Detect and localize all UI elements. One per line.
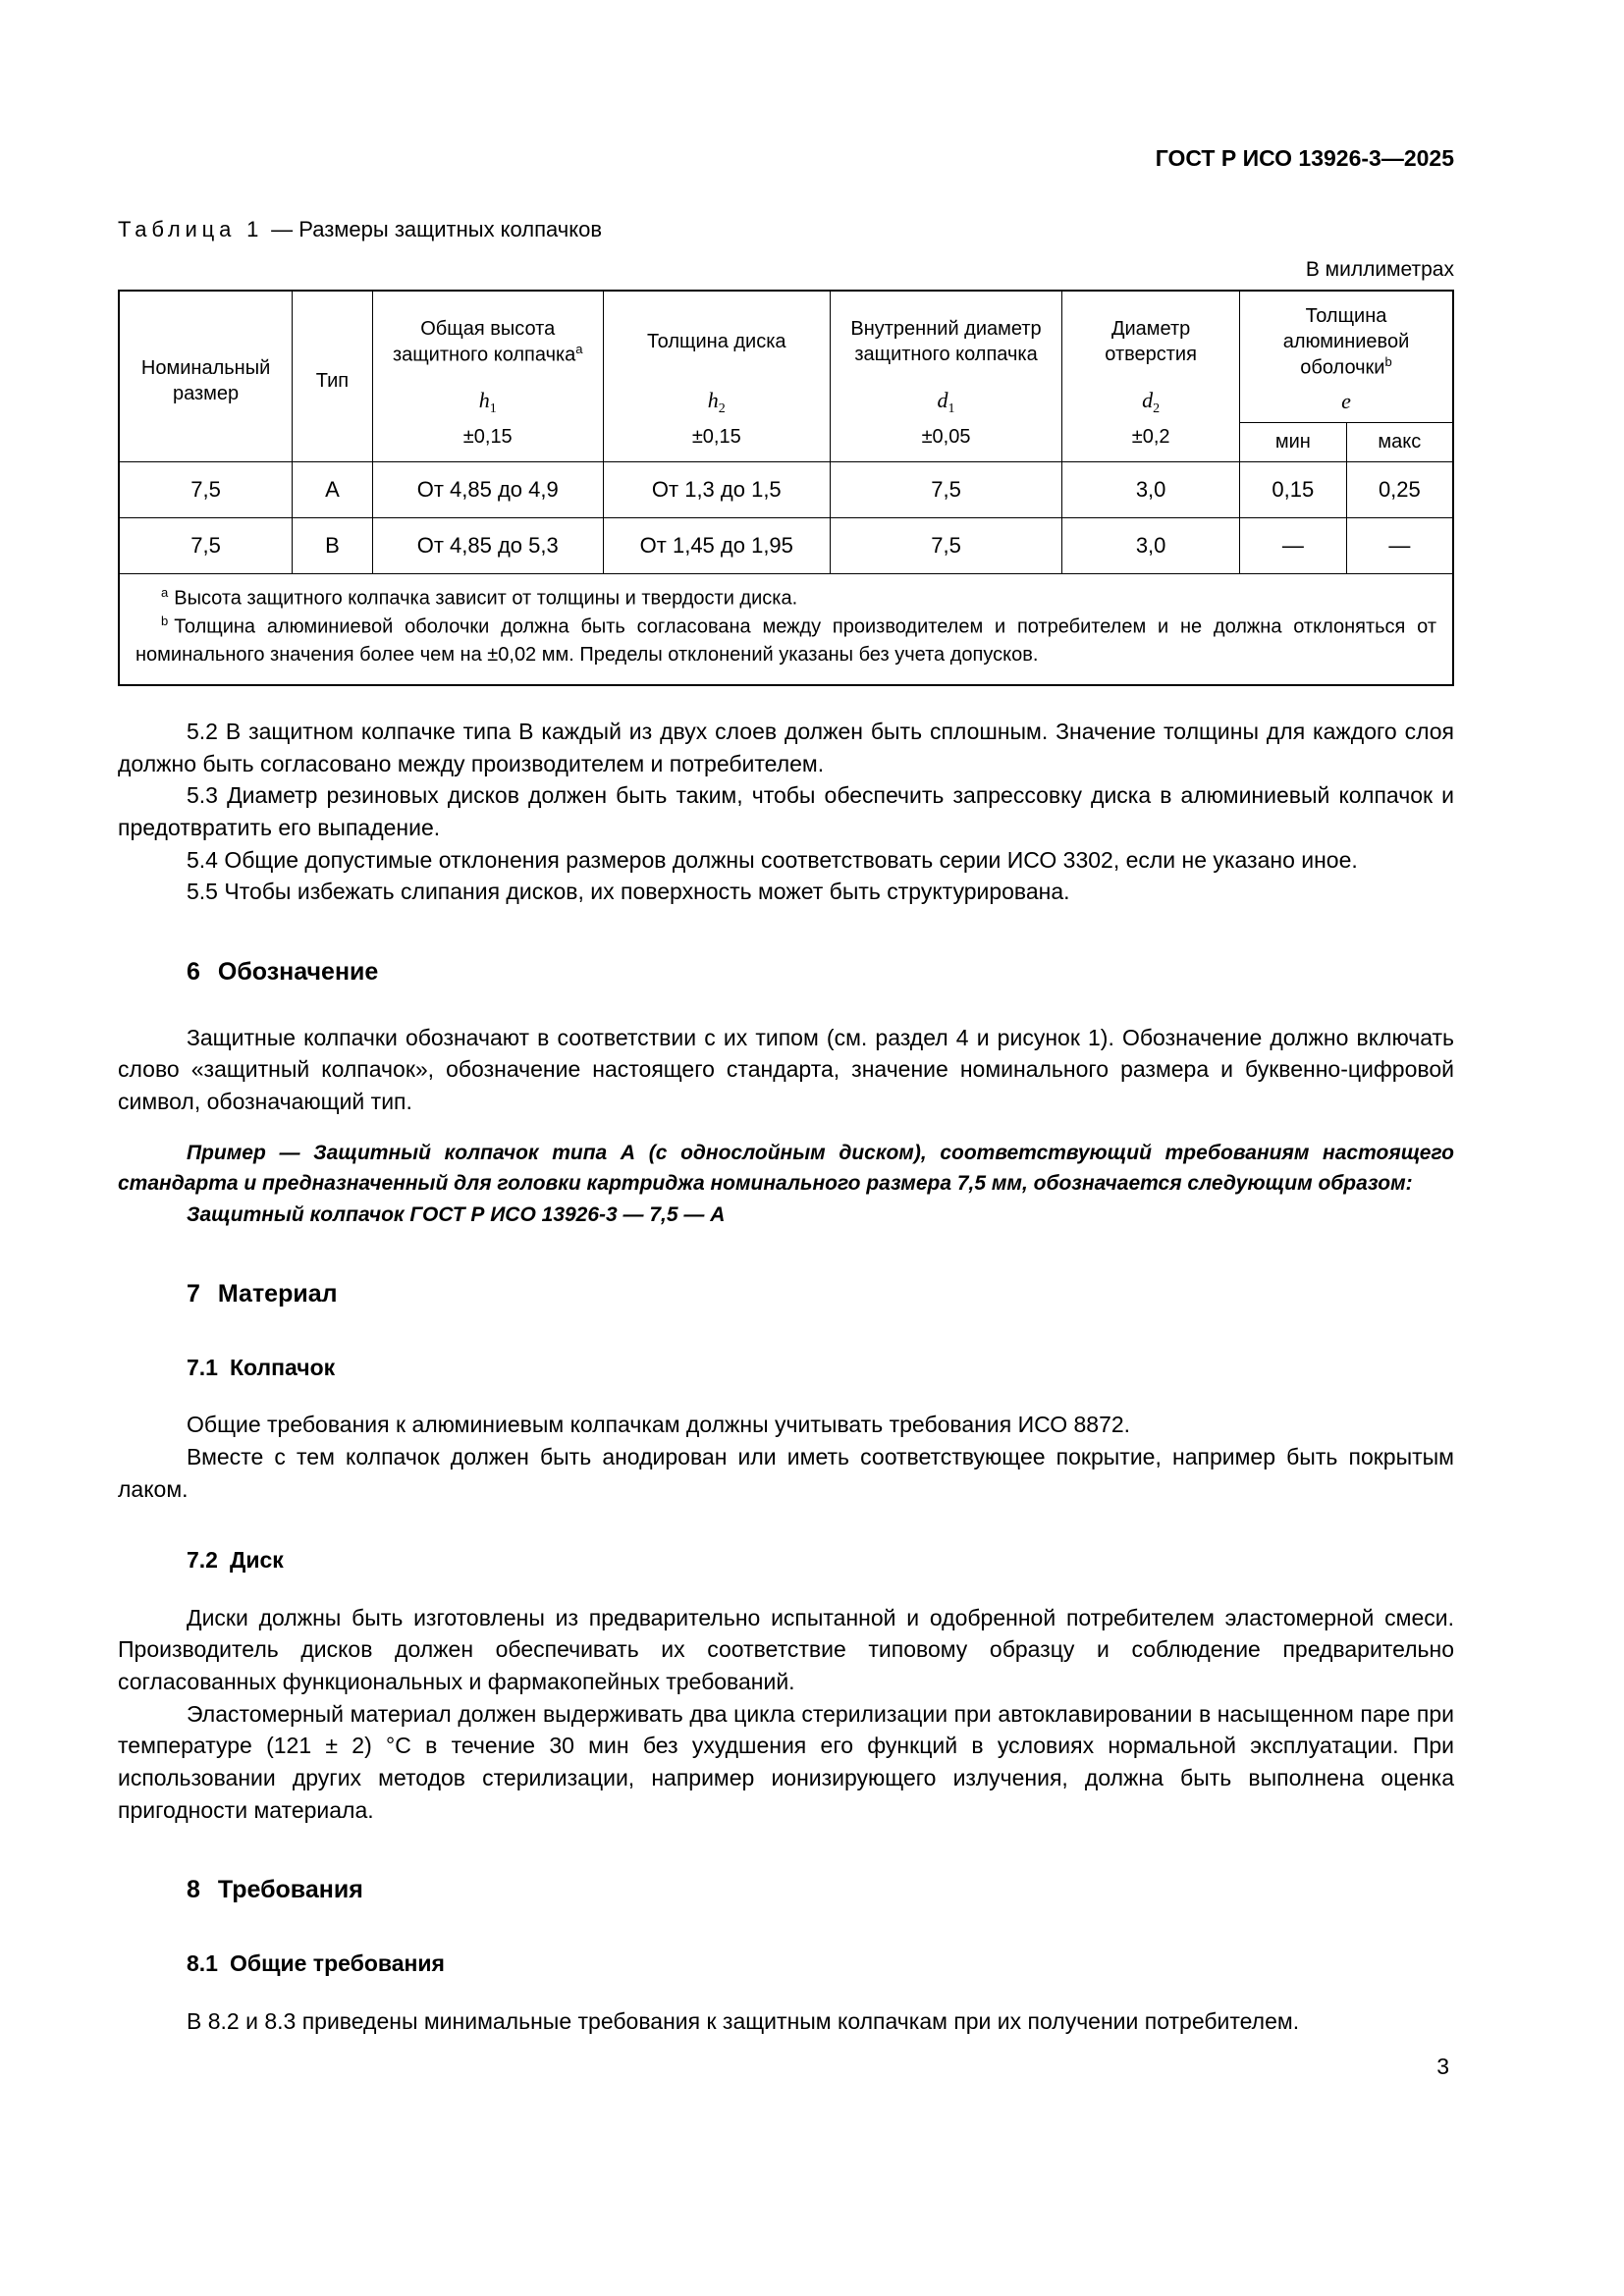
symbol-letter: h <box>478 387 490 412</box>
paragraph-8-1-a: В 8.2 и 8.3 приведены минимальные требования к защитным колпачкам при их получении потребителем. <box>187 2007 1300 2034</box>
cell-inner-dia: 7,5 <box>830 462 1061 518</box>
symbol-letter: h <box>707 387 719 412</box>
tolerance-h2: ±0,15 <box>603 422 830 462</box>
section-7-1-heading <box>187 1352 1454 1384</box>
cell-disc: От 1,3 до 1,5 <box>603 462 830 518</box>
cell-foil-min: 0,15 <box>1239 462 1346 518</box>
section-5 <box>118 716 1454 908</box>
section-7-2-heading <box>187 1544 1454 1576</box>
section-8-heading <box>187 1873 1454 1908</box>
table-cap-dimensions <box>118 290 1454 686</box>
table-caption-text: — Размеры защитных колпачков <box>271 217 603 241</box>
paragraph-7-1-a: Общие требования к алюминиевым колпачкам должны учитывать требования ИСО 8872. <box>187 1412 1131 1438</box>
cell-foil-max: 0,25 <box>1346 462 1453 518</box>
cell-disc: От 1,45 до 1,95 <box>603 518 830 574</box>
cell-hole-dia: 3,0 <box>1062 462 1240 518</box>
col-hole-diameter-header: Диаметр отверстия <box>1062 291 1240 385</box>
symbol-e <box>1239 385 1453 422</box>
tolerance-d2: ±0,2 <box>1062 422 1240 462</box>
heading-text: Обозначение <box>217 958 379 987</box>
paragraph-5-3: 5.3 Диаметр резиновых дисков должен быть таким, чтобы обеспечить запрессовку диска в алюминиевый колпачок и предотвратить его выпадение. <box>118 782 1454 841</box>
paragraph-7-2-b: Эластомерный материал должен выдерживать два цикла стерилизации при автоклавировании в насыщенном паре при температуре (121 ± 2) °С в течение 30 мин без ухудшения его функций в условиях нормальной эксплуатации. При использовании других методов стерилизации, например ионизирующего излучения, должна быть выполнена оценка пригодности материала. <box>118 1700 1454 1823</box>
heading-number: 7.2 <box>187 1547 218 1574</box>
cell-type: А <box>293 462 373 518</box>
cell-height: От 4,85 до 5,3 <box>372 518 603 574</box>
cell-foil-max: — <box>1346 518 1453 574</box>
footnote-marker-b: b <box>161 614 169 629</box>
heading-number: 8.1 <box>187 1949 218 1976</box>
symbol-subscript: 1 <box>489 400 497 416</box>
symbol-d2 <box>1062 385 1240 422</box>
paragraph-5-5: 5.5 Чтобы избежать слипания дисков, их поверхность может быть структурирована. <box>187 879 1070 905</box>
col-type-header: Тип <box>293 291 373 462</box>
footnote-ref-a: a <box>575 342 583 356</box>
footnote-ref-b: b <box>1384 354 1392 369</box>
symbol-subscript: 2 <box>718 400 726 416</box>
table-row-type-a <box>119 462 1453 518</box>
table-header-row-titles <box>119 291 1453 385</box>
footnote-text-b: Толщина алюминиевой оболочки должна быть согласована между производителем и потребителем и не должна отклоняться от номинального значения более чем на ±0,02 мм. Пределы отклонений указаны без учета допусков. <box>135 615 1436 666</box>
symbol-subscript: 2 <box>1153 400 1161 416</box>
heading-text: Требования <box>217 1876 363 1904</box>
doc-code: ГОСТ Р ИСО 13926-3—2025 <box>1155 145 1454 171</box>
symbol-subscript: 1 <box>947 400 955 416</box>
col-disc-thickness-header: Толщина диска <box>603 291 830 385</box>
col-inner-diameter-header: Внутренний диаметр защитного колпачка <box>830 291 1061 385</box>
section-6 <box>118 955 1454 1230</box>
section-7-heading <box>187 1277 1454 1312</box>
section-8 <box>118 1873 1454 2037</box>
col-total-height-header <box>372 291 603 385</box>
heading-number: 7 <box>187 1280 200 1308</box>
footnote-text-a: Высота защитного колпачка зависит от толщины и твердости диска. <box>174 587 798 610</box>
col-foil-thickness-title: Толщина алюминиевой оболочки <box>1282 305 1410 379</box>
page-number: 3 <box>1436 2054 1449 2079</box>
cell-height: От 4,85 до 4,9 <box>372 462 603 518</box>
heading-number: 6 <box>187 958 200 987</box>
section-8-1-heading <box>187 1948 1454 1980</box>
symbol-h2 <box>603 385 830 422</box>
example-designation: Защитный колпачок ГОСТ Р ИСО 13926-3 — 7,5 — А <box>187 1202 726 1226</box>
units-note: В миллиметрах <box>1305 258 1454 281</box>
paragraph-6-1: Защитные колпачки обозначают в соответствии с их типом (см. раздел 4 и рисунок 1). Обозначение должно включать слово «защитный колпачок», обозначение настоящего стандарта, значение номинального размера и буквенно-цифровой символ, обозначающий тип. <box>118 1024 1454 1114</box>
table-row-type-b <box>119 518 1453 574</box>
table-footnotes <box>119 574 1453 686</box>
designation-example <box>118 1138 1454 1231</box>
col-total-height-title: Общая высота защитного колпачка <box>392 318 576 366</box>
paragraph-5-2: 5.2 В защитном колпачке типа В каждый из двух слоев должен быть сплошным. Значение толщины для каждого слоя должно быть согласовано между производителем и потребителем. <box>118 719 1454 776</box>
heading-text: Материал <box>217 1280 338 1308</box>
symbol-letter: d <box>1142 387 1154 412</box>
tolerance-d1: ±0,05 <box>830 422 1061 462</box>
heading-text: Диск <box>229 1547 284 1574</box>
cell-nominal: 7,5 <box>119 518 293 574</box>
cell-hole-dia: 3,0 <box>1062 518 1240 574</box>
heading-number: 7.1 <box>187 1354 218 1380</box>
heading-text: Колпачок <box>229 1354 336 1380</box>
table-caption <box>118 217 1454 242</box>
col-foil-thickness-header <box>1239 291 1453 385</box>
min-label: мин <box>1239 422 1346 462</box>
cell-foil-min: — <box>1239 518 1346 574</box>
footnote-marker-a: a <box>161 585 169 601</box>
table-caption-label: Таблица 1 <box>118 217 264 241</box>
paragraph-7-1-b: Вместе с тем колпачок должен быть анодирован или иметь соответствующее покрытие, например быть покрытым лаком. <box>118 1443 1454 1502</box>
cell-nominal: 7,5 <box>119 462 293 518</box>
symbol-letter: d <box>937 387 948 412</box>
symbol-letter: e <box>1341 389 1351 414</box>
cell-type: В <box>293 518 373 574</box>
table-footnote-a <box>135 584 1436 613</box>
heading-text: Общие требования <box>229 1949 445 1976</box>
tolerance-h1: ±0,15 <box>372 422 603 462</box>
paragraph-5-4: 5.4 Общие допустимые отклонения размеров должны соответствовать серии ИСО 3302, если не указано иное. <box>187 846 1358 873</box>
paragraph-7-2-a: Диски должны быть изготовлены из предварительно испытанной и одобренной потребителем эластомерной смеси. Производитель дисков должен обеспечивать их соответствие типовому образцу и соблюдение предварительно согласованных функциональных и фармакопейных требований. <box>118 1604 1454 1695</box>
symbol-d1 <box>830 385 1061 422</box>
table-footnotes-row <box>119 574 1453 686</box>
col-nominal-size-header: Номинальный размер <box>119 291 293 462</box>
heading-number: 8 <box>187 1876 200 1904</box>
section-7 <box>118 1277 1454 1826</box>
section-6-heading <box>187 955 1454 990</box>
table-footnote-b <box>135 613 1436 668</box>
symbol-h1 <box>372 385 603 422</box>
max-label: макс <box>1346 422 1453 462</box>
cell-inner-dia: 7,5 <box>830 518 1061 574</box>
example-intro: Пример — Защитный колпачок типа А (с однослойным диском), соответствующий требованиям настоящего стандарта и предназначенный для головки картриджа номинального размера 7,5 мм, обозначается следующим образом: <box>118 1141 1454 1196</box>
